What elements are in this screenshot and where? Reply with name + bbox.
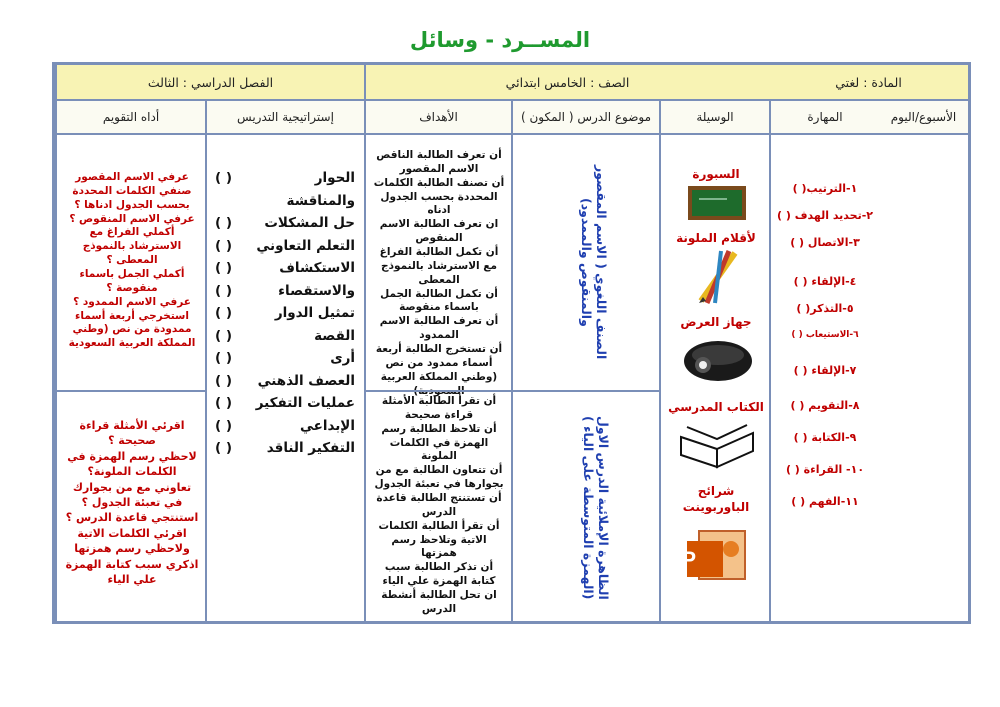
evaluation-item: عرفي الاسم المنقوص ؟ xyxy=(69,212,195,225)
strategy-item: تمثيل الدوار xyxy=(274,305,355,322)
col-skill: المهارة xyxy=(769,101,879,135)
goal-item: أن تكمل الطالبة الجمل باسماء منقوصة xyxy=(380,287,498,314)
grade-header: الصف : الخامس ابتدائي xyxy=(364,65,769,101)
topic-cell xyxy=(511,135,659,621)
blackboard-icon xyxy=(687,185,747,221)
evaluation-item: تعاوني مع من بجوارك في تعبئة الجدول ؟ xyxy=(72,480,192,509)
skill-item: ٨-التقويم ( ) xyxy=(790,399,860,412)
evaluation-item: اذكري سبب كتابة الهمزة علي الياء xyxy=(65,557,199,586)
goal-item: أن تعرف الطالبة الاسم الممدود xyxy=(379,315,499,342)
skill-item: ٢-تحديد الهدف ( ) xyxy=(776,209,874,222)
col-tool: الوسيلة xyxy=(659,101,769,135)
goal-item: أن تقرأ الطالبة الكلمات الاتية وتلاحظ رسم همزتها xyxy=(378,519,500,560)
skills-cell xyxy=(769,135,879,621)
strategy-item: الإبداعي xyxy=(299,417,355,434)
projector-label: جهاز العرض xyxy=(680,315,752,329)
strategy-item: أرى xyxy=(330,350,355,367)
slides-label: شرائح الباوربوينت xyxy=(682,484,750,515)
strategy-item: عمليات التفكير xyxy=(255,395,355,412)
evaluation-item: اقرئي الكلمات الاتية ولاحظي رسم همزتها xyxy=(74,526,190,556)
goal-item: أن تستنتج الطالبة قاعدة الدرس xyxy=(376,492,502,518)
strategy-item: الاستكشاف xyxy=(279,260,355,277)
goal-item: أن تكمل الطالبة الفراغ مع الاسترشاد بالنموذج المعطى xyxy=(379,246,499,286)
powerpoint-icon xyxy=(681,527,749,583)
evaluation-item: صنفي الكلمات المحددة بحسب الجدول ادناها ؟ xyxy=(72,184,192,211)
strategy-checkbox[interactable]: ( ) xyxy=(215,237,233,254)
strategy-checkbox[interactable]: ( ) xyxy=(215,395,233,412)
strategy-checkbox[interactable]: ( ) xyxy=(215,305,233,322)
skill-item: ٤-الإلقاء ( ) xyxy=(793,275,857,288)
strategy-item: والمناقشة xyxy=(286,192,355,209)
page-title: المســرد - وسائل xyxy=(409,28,591,52)
projector-icon xyxy=(681,333,755,385)
svg-text:P: P xyxy=(681,547,696,572)
col-topic: ( المكون ) موضوع الدرس xyxy=(511,101,659,135)
goals-cell xyxy=(364,135,511,621)
evaluation-item: اقرئي الأمثلة قراءة صحيحة ؟ xyxy=(79,419,185,448)
skill-item: ١-الترتيب( ) xyxy=(792,182,858,195)
lesson-table xyxy=(52,62,971,624)
skill-item: ٦-الاستيعاب ( ) xyxy=(791,330,859,340)
goal-item: أن تصنف الطالبة الكلمات المحددة بحسب الجدول ادناه xyxy=(373,176,505,217)
evaluation-cell xyxy=(55,135,205,621)
strategy-item: الحوار xyxy=(314,170,355,187)
book-label: الكتاب المدرسي xyxy=(668,400,764,414)
strategy-item: التعلم التعاوني xyxy=(256,237,355,254)
strategy-checkbox[interactable]: ( ) xyxy=(215,440,233,457)
strategy-item: القصة xyxy=(314,327,355,344)
skill-item: ١١-الفهم ( ) xyxy=(791,495,859,508)
skill-item: ٧-الإلقاء ( ) xyxy=(793,364,857,377)
strategy-checkbox[interactable]: ( ) xyxy=(215,327,233,344)
strategy-checkbox[interactable]: ( ) xyxy=(215,372,233,389)
goal-item: أن تستخرج الطالبة أربعة أسماء ممدود من نص (وطني المملكة العربية السعودية) xyxy=(375,343,503,397)
goal-item: ان تعرف الطالبة الاسم المنقوص xyxy=(379,218,499,245)
evaluation-item: استنتجي قاعدة الدرس ؟ xyxy=(65,511,199,525)
pens-label: لأقلام الملونة xyxy=(676,231,756,245)
evaluation-item: عرفي الاسم الممدود ؟ xyxy=(73,295,191,308)
skill-item: ٩-الكتابة ( ) xyxy=(793,431,857,444)
topic-bottom: الظاهرة الإملائية الدرس الاول (الهمزة المتوسطة على الياء ) xyxy=(581,416,611,600)
strategy-checkbox[interactable]: ( ) xyxy=(215,260,233,277)
evaluation-item: استخرجي أربعة أسماء ممدودة من نص (وطني المملكة العربية السعودية xyxy=(68,309,196,350)
evaluation-item: أكملي الفراغ مع الاسترشاد بالنموذج المعطى ؟ xyxy=(82,226,182,267)
strategy-item: والاستقصاء xyxy=(278,282,355,299)
board-label: السبورة xyxy=(692,167,740,181)
skill-item: ٣-الاتصال ( ) xyxy=(790,236,860,249)
goal-item: أن تقرأ الطالبة الأمثلة قراءة صحيحة xyxy=(381,395,497,421)
strategy-checkbox[interactable]: ( ) xyxy=(215,170,233,187)
col-goals: الأهداف xyxy=(364,101,511,135)
evaluation-item: لاحظي رسم الهمزة في الكلمات الملونة؟ xyxy=(67,449,197,479)
strategy-cell xyxy=(205,135,364,621)
col-strategy: إستراتيجية التدريس xyxy=(205,101,364,135)
col-week: الأسبوع/اليوم xyxy=(879,101,968,135)
strategy-checkbox[interactable]: ( ) xyxy=(215,417,233,434)
semester-header: الفصل الدراسي : الثالث xyxy=(55,65,364,101)
skill-item: ١٠- القراءة ( ) xyxy=(785,463,865,476)
evaluation-item: أكملي الجمل باسماء منقوصة ؟ xyxy=(79,268,185,294)
strategy-checkbox[interactable]: ( ) xyxy=(215,282,233,299)
col-evaluation: أداه التقويم xyxy=(55,101,205,135)
tools-cell xyxy=(659,135,769,621)
goal-item: ان تحل الطالبة أنشطة الدرس xyxy=(381,589,497,615)
week-cell xyxy=(879,135,968,621)
skill-item: ٥-التذكر( ) xyxy=(796,302,854,315)
strategy-item: العصف الذهني xyxy=(257,372,355,389)
topic-top: الصنف اللغوي ( الاسم المقصور والمنقوص والممدود) xyxy=(579,164,609,360)
goal-item: أن تعرف الطالبة الناقص الاسم المقصور xyxy=(376,149,502,175)
goal-item: أن تتعاون الطالبة مع من بجوارها في تعبئة الجدول xyxy=(374,464,504,491)
pencils-icon xyxy=(693,247,741,305)
goal-item: أن تلاحظ الطالبة رسم الهمزة في الكلمات الملونة xyxy=(381,422,497,463)
strategy-item: التفكير الناقد xyxy=(266,440,355,457)
strategy-checkbox[interactable]: ( ) xyxy=(215,350,233,367)
book-icon xyxy=(677,419,757,469)
strategy-checkbox[interactable]: ( ) xyxy=(215,215,233,232)
evaluation-item: عرفي الاسم المقصور xyxy=(75,171,189,183)
goal-item: أن تذكر الطالبة سبب كتابة الهمزة علي الياء xyxy=(382,561,496,588)
subject-header: المادة : لغتي xyxy=(769,65,968,101)
strategy-item: حل المشكلات xyxy=(264,215,355,232)
